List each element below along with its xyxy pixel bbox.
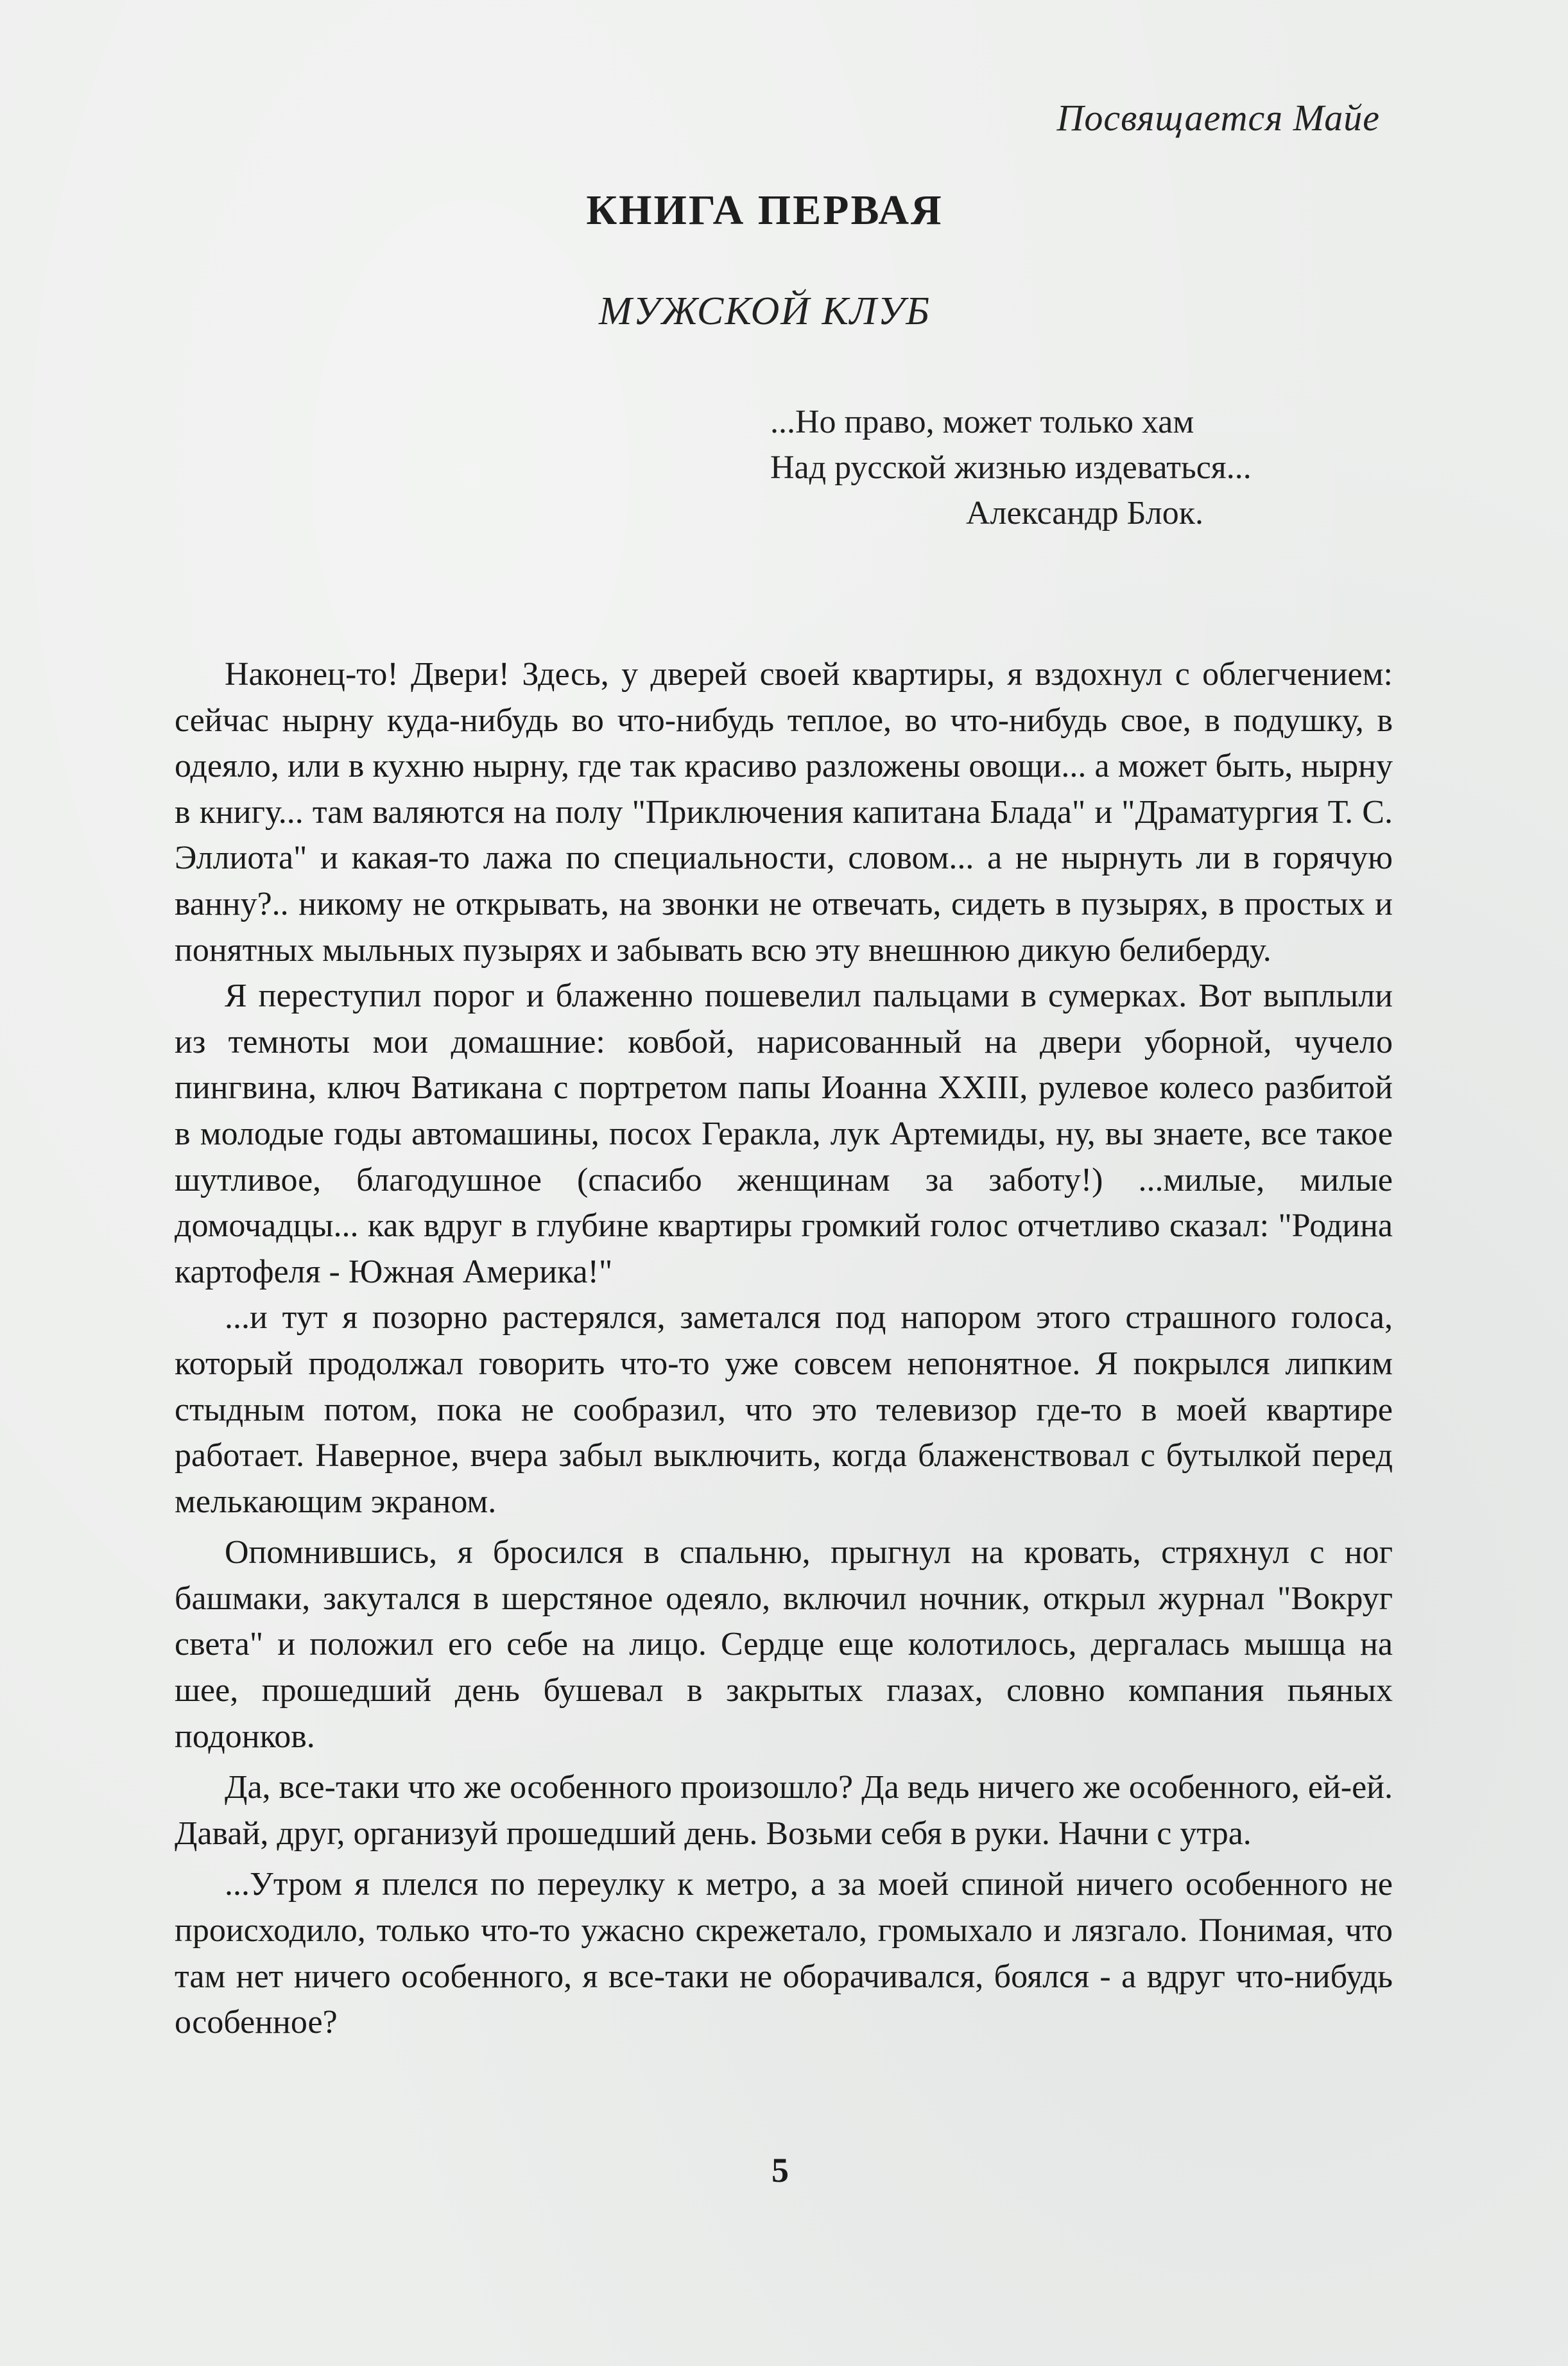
paragraph: Опомнившись, я бросился в спальню, прыгнул на кровать, стряхнул с ног башмаки, закутался в шерстяное одеяло, включил ночник, открыл журнал "Вокруг света" и положил его себе на лицо. Сердце еще колотилось, дергалась мышца на шее, прошедший день бушевал в закрытых глазах, словно компания пьяных подонков.: [175, 1534, 1393, 1755]
paragraph: ...и тут я позорно растерялся, заметался под напором этого страшного голоса, который продолжал говорить что-то уже совсем непонятное. Я покрылся липким стыдным потом, пока не сообразил, что это телевизор где-то в моей квартире работает. Наверное, вчера забыл выключить, когда блаженствовал с бутылкой перед мелькающим экраном.: [175, 1299, 1393, 1520]
epigraph: [770, 399, 1252, 536]
paragraph: Я переступил порог и блаженно пошевелил пальцами в сумерках. Вот выплыли из темноты мои домашние: ковбой, нарисованный на двери уборной, чучело пингвина, ключ Ватикана с портретом папы Иоанна XXIII, рулевое колесо разбитой в молодые годы автомашины, посох Геракла, лук Артемиды, ну, вы знаете, все такое шутливое, благодушное (спасибо женщинам за заботу!) ...милые, милые домочадцы... как вдруг в глубине квартиры громкий голос отчетливо сказал: "Родина картофеля - Южная Америка!": [175, 978, 1393, 1290]
paragraph: ...Утром я плелся по переулку к метро, а за моей спиной ничего особенного не происходило, только что-то ужасно скрежетало, громыхало и лязгало. Понимая, что там нет ничего особенного, я все-таки не оборачивался, боялся - а вдруг что-нибудь особенное?: [175, 1866, 1393, 2041]
epigraph-line: Над русской жизнью издеваться...: [770, 449, 1252, 486]
paragraph: Наконец-то! Двери! Здесь, у дверей своей квартиры, я вздохнул с облегчением: сейчас нырну куда-нибудь во что-нибудь теплое, во что-нибудь свое, в подушку, в одеяло, или в кухню нырну, где так красиво разложены овощи... а может быть, нырну в книгу... там валяются на полу "Приключения капитана Блада" и "Драматургия Т. С. Эллиота" и какая-то лажа по специальности, словом... а не нырнуть ли в горячую ванну?.. никому не открывать, на звонки не отвечать, сидеть в пузырях, в простых и понятных мыльных пузырях и забывать всю эту внешнюю дикую белиберду.: [175, 656, 1393, 969]
book-title-text: КНИГА ПЕРВАЯ: [586, 187, 943, 234]
epigraph-author: Александр Блок.: [966, 495, 1204, 531]
dedication: Посвящается Майе: [1056, 97, 1380, 139]
part-title: [0, 289, 1568, 334]
page-number: [0, 2150, 1568, 2190]
body-text: [175, 652, 1393, 2046]
page-number-text: 5: [771, 2151, 789, 2189]
part-title-text: МУЖСКОЙ КЛУБ: [599, 289, 931, 333]
book-title: [0, 186, 1568, 235]
epigraph-line: ...Но право, может только хам: [770, 404, 1194, 440]
paragraph: Да, все-таки что же особенного произошло? Да ведь ничего же особенного, ей-ей. Давай, друг, организуй прошедший день. Возьми себя в руки. Начни с утра.: [175, 1769, 1393, 1852]
